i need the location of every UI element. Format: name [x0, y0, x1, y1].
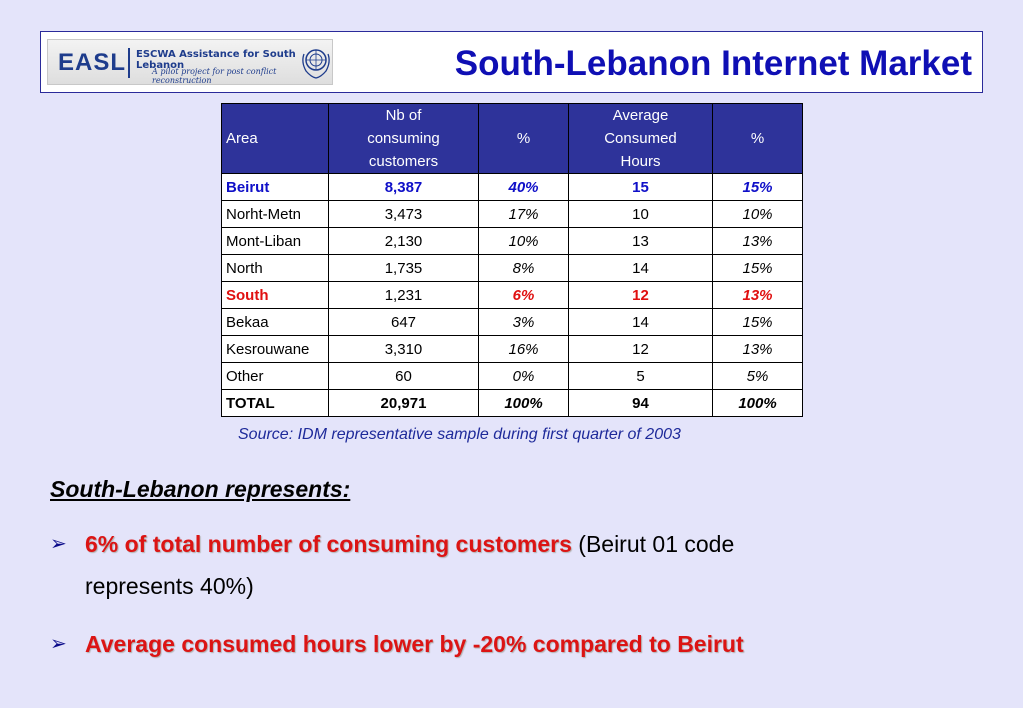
cell-customers: 2,130: [329, 228, 479, 255]
cell-pct-hours: 15%: [713, 174, 803, 201]
table-row: [222, 255, 803, 282]
cell-area: TOTAL: [222, 390, 329, 417]
cell-customers: 3,310: [329, 336, 479, 363]
cell-area: South: [222, 282, 329, 309]
cell-area: Beirut: [222, 174, 329, 201]
cell-hours: 14: [569, 309, 713, 336]
bullet-1-rest: (Beirut 01 code: [571, 531, 735, 557]
table-total-row: [222, 390, 803, 417]
cell-customers: 20,971: [329, 390, 479, 417]
header-customers-line1: Nb of: [385, 107, 422, 124]
cell-pct-customers: 17%: [479, 201, 569, 228]
cell-pct-hours: 15%: [713, 255, 803, 282]
cell-customers: 647: [329, 309, 479, 336]
header-hours-line3: Hours: [620, 153, 661, 170]
table-header-row: [222, 104, 803, 174]
cell-hours: 15: [569, 174, 713, 201]
cell-customers: 8,387: [329, 174, 479, 201]
bullet-1-highlight: 6% of total number of consuming customers: [85, 531, 572, 557]
logo-organization-name: ESCWA Assistance for South Lebanon: [136, 49, 296, 71]
cell-pct-hours: 15%: [713, 309, 803, 336]
cell-pct-hours: 13%: [713, 336, 803, 363]
summary-bullet-1: [50, 523, 950, 607]
summary-heading: South-Lebanon represents:: [50, 476, 351, 502]
cell-customers: 1,735: [329, 255, 479, 282]
bullet-1-text: [85, 523, 734, 607]
un-emblem-icon: [299, 44, 333, 80]
table-row: [222, 228, 803, 255]
header-hours-line2: Consumed: [604, 130, 677, 147]
header-customers-line3: customers: [368, 153, 439, 170]
cell-pct-hours: 5%: [713, 363, 803, 390]
cell-pct-customers: 3%: [479, 309, 569, 336]
cell-pct-customers: 10%: [479, 228, 569, 255]
cell-hours: 12: [569, 282, 713, 309]
cell-hours: 94: [569, 390, 713, 417]
bullet-2-highlight: Average consumed hours lower by -20% compared to Beirut: [85, 631, 744, 657]
source-note: Source: IDM representative sample during first quarter of 2003: [238, 426, 681, 443]
cell-customers: 60: [329, 363, 479, 390]
table-row: [222, 363, 803, 390]
table-row: [222, 174, 803, 201]
cell-customers: 3,473: [329, 201, 479, 228]
cell-area: Kesrouwane: [222, 336, 329, 363]
cell-pct-customers: 6%: [479, 282, 569, 309]
page-title: South-Lebanon Internet Market: [454, 44, 972, 83]
arrow-bullet-icon: ➢: [50, 633, 67, 655]
cell-area: Bekaa: [222, 309, 329, 336]
cell-hours: 10: [569, 201, 713, 228]
table-row: [222, 309, 803, 336]
header-customers-line2: consuming: [367, 130, 440, 147]
easl-logo: [47, 39, 333, 85]
logo-divider: [128, 48, 130, 78]
header-pct-hours: %: [713, 104, 803, 174]
cell-area: Mont-Liban: [222, 228, 329, 255]
logo-tagline: A pilot project for post conflict reconstruction: [152, 67, 277, 85]
header-hours: [569, 104, 713, 174]
cell-pct-hours: 100%: [713, 390, 803, 417]
cell-area: Norht-Metn: [222, 201, 329, 228]
header-customers: [329, 104, 479, 174]
cell-pct-hours: 13%: [713, 282, 803, 309]
cell-hours: 13: [569, 228, 713, 255]
header-pct-customers: %: [479, 104, 569, 174]
cell-pct-customers: 16%: [479, 336, 569, 363]
internet-market-table: [221, 103, 803, 417]
header-hours-line1: Average: [612, 107, 669, 124]
cell-area: North: [222, 255, 329, 282]
cell-pct-hours: 13%: [713, 228, 803, 255]
cell-pct-hours: 10%: [713, 201, 803, 228]
header-area: Area: [222, 104, 329, 174]
cell-customers: 1,231: [329, 282, 479, 309]
table-row: [222, 201, 803, 228]
table-row: [222, 282, 803, 309]
cell-pct-customers: 0%: [479, 363, 569, 390]
cell-pct-customers: 100%: [479, 390, 569, 417]
cell-area: Other: [222, 363, 329, 390]
logo-abbreviation: EASL: [58, 49, 127, 76]
cell-hours: 14: [569, 255, 713, 282]
cell-pct-customers: 8%: [479, 255, 569, 282]
table-row: [222, 336, 803, 363]
cell-hours: 12: [569, 336, 713, 363]
cell-hours: 5: [569, 363, 713, 390]
cell-pct-customers: 40%: [479, 174, 569, 201]
arrow-bullet-icon: ➢: [50, 533, 67, 555]
summary-bullet-2: [50, 623, 950, 665]
slide-header: [40, 31, 983, 93]
bullet-1-rest-line2: represents 40%): [85, 573, 254, 599]
